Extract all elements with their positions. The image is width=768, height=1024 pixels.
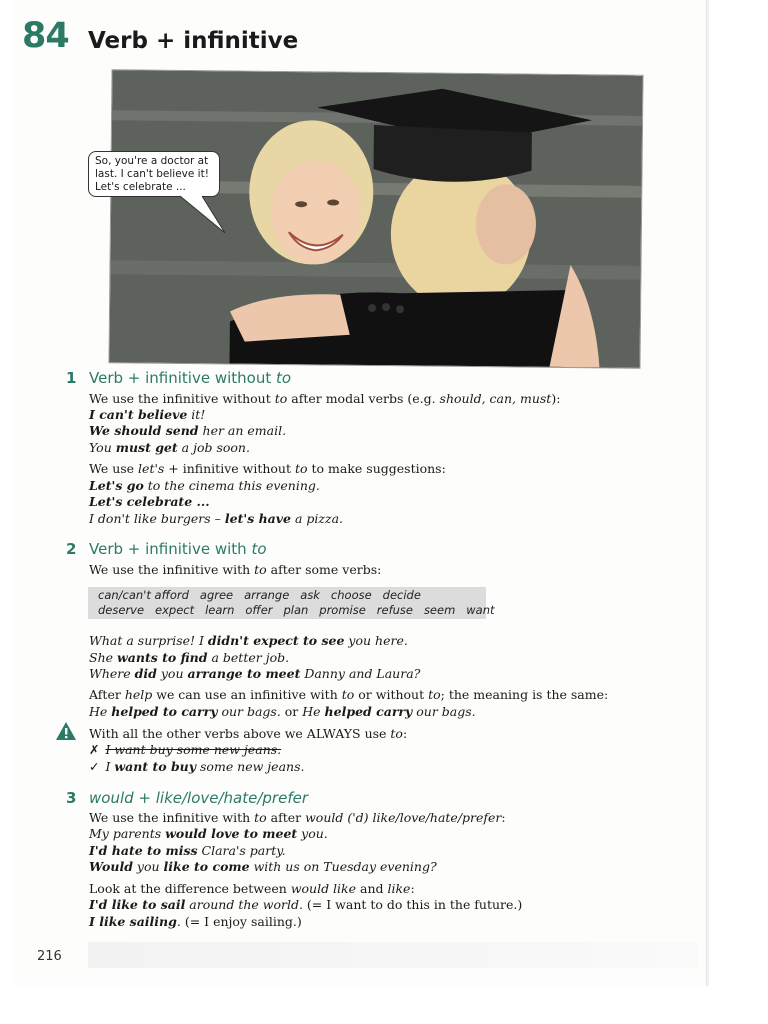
page-number: 216 [37, 949, 62, 964]
section-2-rule-1: We use the infinitive with to after some verbs: [89, 562, 382, 577]
example-line: My parents would love to meet you. [89, 826, 328, 841]
unit-number: 84 [22, 16, 69, 56]
example-line: I'd like to sail around the world. (= I want to do this in the future.) [89, 897, 523, 912]
unit-title: Verb + infinitive [88, 28, 299, 54]
right-example: ✓ I want to buy some new jeans. [89, 759, 305, 774]
verb-list-box [88, 587, 495, 619]
example-line: I'd hate to miss Clara's party. [89, 843, 286, 858]
verb-list-line-1: can/can't afford agree arrange ask choose decide [98, 588, 421, 602]
bubble-line-1: So, you're a doctor at [95, 155, 209, 167]
speech-bubble [88, 151, 220, 197]
wrong-example: ✗ I want buy some new jeans. [89, 742, 282, 757]
example-line: We should send her an email. [89, 423, 287, 438]
example-line: Where did you arrange to meet Danny and Laura? [89, 666, 421, 681]
section-3-heading: would + like/love/hate/prefer [89, 789, 309, 807]
example-line: I don't like burgers – let's have a pizza. [89, 511, 343, 526]
example-line: You must get a job soon. [89, 440, 250, 455]
example-line: I can't believe it! [89, 407, 206, 422]
speech-bubble-tail [180, 195, 230, 235]
section-1-rule-1: We use the infinitive without to after modal verbs (e.g. should, can, must): [89, 391, 561, 406]
example-line: I like sailing. (= I enjoy sailing.) [89, 914, 302, 929]
section-3-rule-2: Look at the difference between would like and like: [89, 881, 415, 896]
bubble-line-3: Let's celebrate ... [95, 181, 186, 193]
section-3-rule-1: We use the infinitive with to after would ('d) like/love/hate/prefer: [89, 810, 506, 825]
bubble-line-2: last. I can't believe it! [95, 168, 209, 180]
section-2-rule-2: After help we can use an infinitive with to or without to; the meaning is the same: [89, 687, 609, 702]
section-1-rule-2: We use let's + infinitive without to to make suggestions: [89, 461, 446, 476]
section-1-heading: Verb + infinitive without to [89, 369, 292, 387]
page-margin [12, 986, 706, 1024]
example-line: Let's celebrate ... [89, 494, 210, 509]
section-2-number: 2 [66, 540, 77, 558]
example-line: He helped to carry our bags. or He helped carry our bags. [89, 704, 476, 719]
example-line: What a surprise! I didn't expect to see you here. [89, 633, 408, 648]
cross-icon: ✗ [89, 742, 100, 757]
footer-bar [88, 942, 698, 968]
warning-icon [55, 721, 77, 741]
example-line: She wants to find a better job. [89, 650, 290, 665]
section-3-number: 3 [66, 789, 77, 807]
verb-list-line-2: deserve expect learn offer plan promise refuse seem want [98, 603, 495, 617]
section-2-heading: Verb + infinitive with to [89, 540, 267, 558]
warning-text: With all the other verbs above we ALWAYS use to: [89, 726, 408, 741]
section-1-number: 1 [66, 369, 77, 387]
example-line: Would you like to come with us on Tuesday evening? [89, 859, 437, 874]
example-line: Let's go to the cinema this evening. [89, 478, 320, 493]
check-icon: ✓ [89, 759, 100, 774]
